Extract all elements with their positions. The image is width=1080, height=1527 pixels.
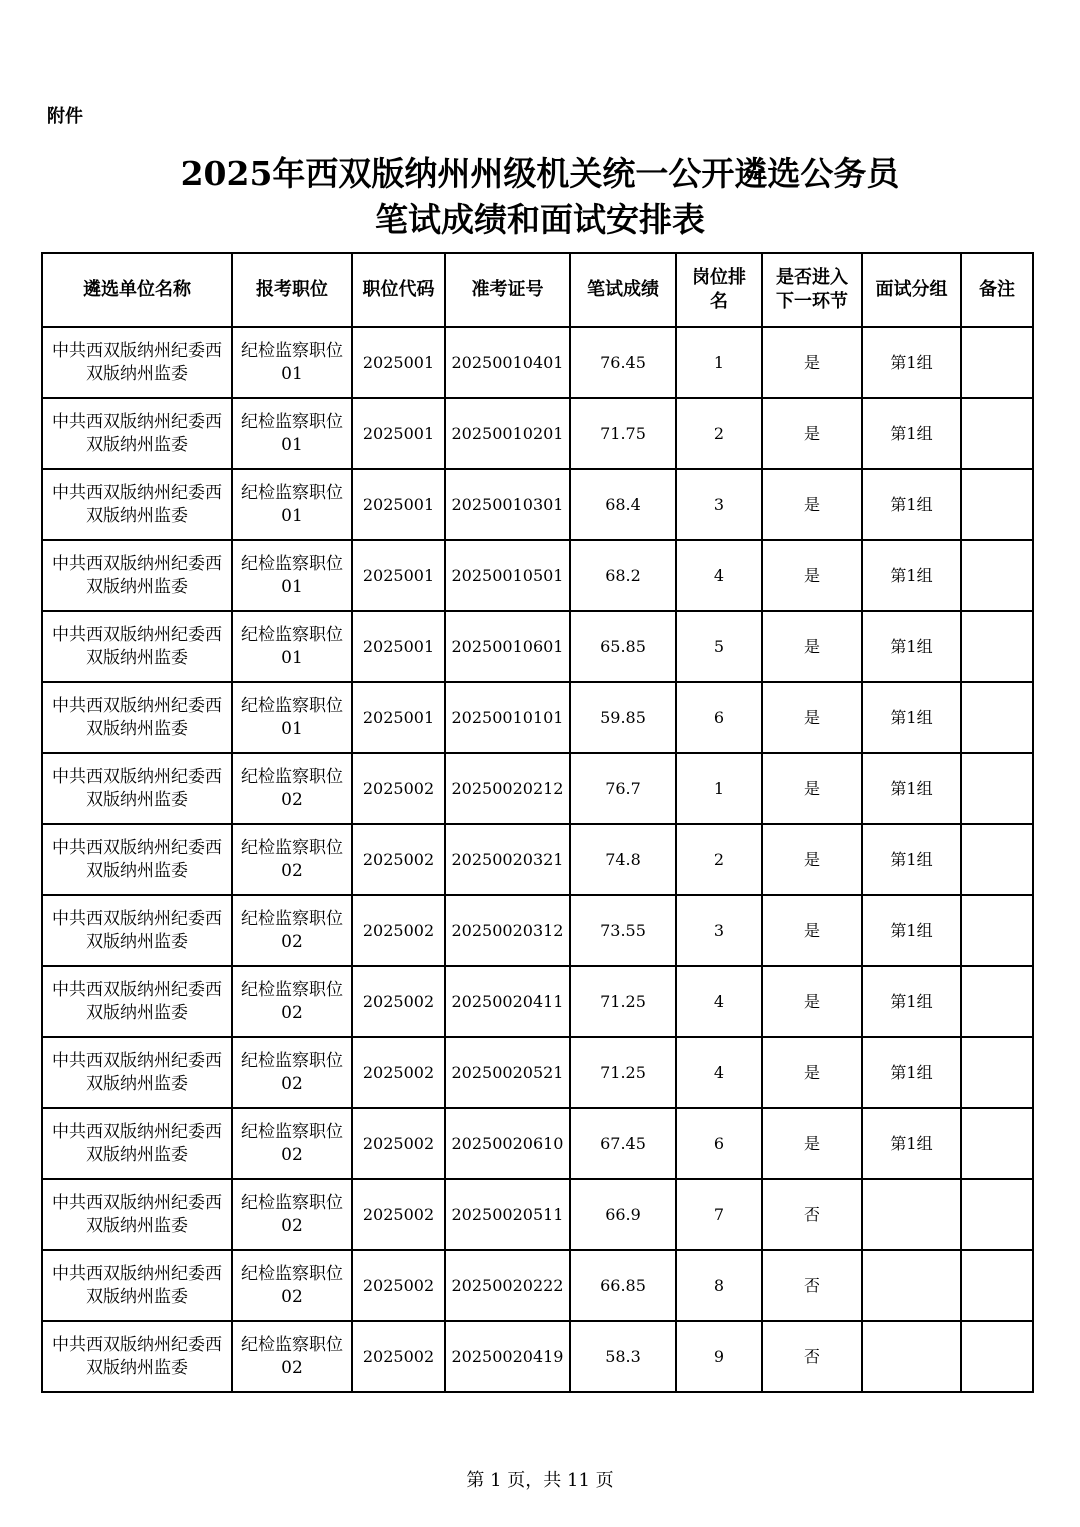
next-stage-cell: 否 (762, 1179, 862, 1250)
next-stage-cell: 是 (762, 327, 862, 398)
header-interview-group: 面试分组 (862, 253, 961, 327)
unit-cell: 中共西双版纳州纪委西双版纳州监委 (42, 327, 232, 398)
interview-group-cell: 第1组 (862, 469, 961, 540)
remarks-cell (961, 966, 1033, 1037)
remarks-cell (961, 1108, 1033, 1179)
written-score-cell: 71.75 (570, 398, 676, 469)
ticket-number-cell: 20250010301 (445, 469, 570, 540)
unit-cell: 中共西双版纳州纪委西双版纳州监委 (42, 540, 232, 611)
header-remarks: 备注 (961, 253, 1033, 327)
rank-cell: 1 (676, 753, 762, 824)
interview-group-cell (862, 1321, 961, 1392)
rank-cell: 8 (676, 1250, 762, 1321)
next-stage-cell: 是 (762, 611, 862, 682)
remarks-cell (961, 753, 1033, 824)
position-code-cell: 2025002 (352, 1179, 445, 1250)
written-score-cell: 76.45 (570, 327, 676, 398)
interview-group-cell: 第1组 (862, 895, 961, 966)
position-cell: 纪检监察职位01 (232, 611, 352, 682)
unit-cell: 中共西双版纳州纪委西双版纳州监委 (42, 469, 232, 540)
remarks-cell (961, 1321, 1033, 1392)
interview-group-cell (862, 1179, 961, 1250)
table-row (42, 1250, 1033, 1321)
next-stage-cell: 是 (762, 966, 862, 1037)
table-row (42, 682, 1033, 753)
next-stage-cell: 是 (762, 469, 862, 540)
rank-cell: 6 (676, 682, 762, 753)
position-cell: 纪检监察职位01 (232, 540, 352, 611)
rank-cell: 6 (676, 1108, 762, 1179)
rank-cell: 2 (676, 398, 762, 469)
interview-group-cell: 第1组 (862, 1037, 961, 1108)
ticket-number-cell: 20250010101 (445, 682, 570, 753)
header-ticket-number: 准考证号 (445, 253, 570, 327)
interview-group-cell: 第1组 (862, 540, 961, 611)
header-position-code: 职位代码 (352, 253, 445, 327)
position-code-cell: 2025001 (352, 540, 445, 611)
next-stage-cell: 是 (762, 1037, 862, 1108)
written-score-cell: 71.25 (570, 1037, 676, 1108)
position-cell: 纪检监察职位01 (232, 682, 352, 753)
rank-cell: 4 (676, 1037, 762, 1108)
unit-cell: 中共西双版纳州纪委西双版纳州监委 (42, 753, 232, 824)
written-score-cell: 65.85 (570, 611, 676, 682)
table-row (42, 611, 1033, 682)
written-score-cell: 68.2 (570, 540, 676, 611)
header-written-score: 笔试成绩 (570, 253, 676, 327)
unit-cell: 中共西双版纳州纪委西双版纳州监委 (42, 1108, 232, 1179)
interview-group-cell: 第1组 (862, 611, 961, 682)
remarks-cell (961, 824, 1033, 895)
interview-group-cell: 第1组 (862, 753, 961, 824)
remarks-cell (961, 611, 1033, 682)
header-rank: 岗位排名 (676, 253, 762, 327)
table-header-row (42, 253, 1033, 327)
table-row (42, 966, 1033, 1037)
remarks-cell (961, 682, 1033, 753)
written-score-cell: 74.8 (570, 824, 676, 895)
position-cell: 纪检监察职位02 (232, 1179, 352, 1250)
position-cell: 纪检监察职位01 (232, 327, 352, 398)
header-unit: 遴选单位名称 (42, 253, 232, 327)
rank-cell: 1 (676, 327, 762, 398)
unit-cell: 中共西双版纳州纪委西双版纳州监委 (42, 682, 232, 753)
interview-group-cell: 第1组 (862, 327, 961, 398)
page-title-line1: 2025年西双版纳州州级机关统一公开遴选公务员 (180, 154, 900, 193)
interview-group-cell: 第1组 (862, 1108, 961, 1179)
table-row (42, 895, 1033, 966)
unit-cell: 中共西双版纳州纪委西双版纳州监委 (42, 824, 232, 895)
next-stage-cell: 是 (762, 682, 862, 753)
table-row (42, 1108, 1033, 1179)
unit-cell: 中共西双版纳州纪委西双版纳州监委 (42, 1250, 232, 1321)
ticket-number-cell: 20250020321 (445, 824, 570, 895)
position-code-cell: 2025001 (352, 469, 445, 540)
position-code-cell: 2025001 (352, 611, 445, 682)
interview-group-cell: 第1组 (862, 398, 961, 469)
ticket-number-cell: 20250020312 (445, 895, 570, 966)
remarks-cell (961, 1037, 1033, 1108)
table-row (42, 1037, 1033, 1108)
rank-cell: 4 (676, 540, 762, 611)
interview-group-cell (862, 1250, 961, 1321)
rank-cell: 5 (676, 611, 762, 682)
interview-group-cell: 第1组 (862, 824, 961, 895)
position-code-cell: 2025002 (352, 895, 445, 966)
table-row (42, 1179, 1033, 1250)
page-title-line2: 笔试成绩和面试安排表 (375, 200, 705, 239)
score-table (41, 252, 1034, 1393)
position-code-cell: 2025002 (352, 1321, 445, 1392)
position-cell: 纪检监察职位01 (232, 469, 352, 540)
ticket-number-cell: 20250010201 (445, 398, 570, 469)
ticket-number-cell: 20250020419 (445, 1321, 570, 1392)
position-cell: 纪检监察职位02 (232, 824, 352, 895)
position-cell: 纪检监察职位02 (232, 1037, 352, 1108)
header-position: 报考职位 (232, 253, 352, 327)
written-score-cell: 59.85 (570, 682, 676, 753)
written-score-cell: 71.25 (570, 966, 676, 1037)
ticket-number-cell: 20250020521 (445, 1037, 570, 1108)
table-row (42, 540, 1033, 611)
next-stage-cell: 是 (762, 895, 862, 966)
position-cell: 纪检监察职位02 (232, 1321, 352, 1392)
written-score-cell: 66.85 (570, 1250, 676, 1321)
remarks-cell (961, 398, 1033, 469)
written-score-cell: 68.4 (570, 469, 676, 540)
next-stage-cell: 是 (762, 1108, 862, 1179)
interview-group-cell: 第1组 (862, 966, 961, 1037)
ticket-number-cell: 20250010601 (445, 611, 570, 682)
ticket-number-cell: 20250020511 (445, 1179, 570, 1250)
table-row (42, 1321, 1033, 1392)
unit-cell: 中共西双版纳州纪委西双版纳州监委 (42, 1179, 232, 1250)
next-stage-cell: 是 (762, 398, 862, 469)
table-row (42, 753, 1033, 824)
written-score-cell: 76.7 (570, 753, 676, 824)
remarks-cell (961, 327, 1033, 398)
rank-cell: 3 (676, 895, 762, 966)
position-code-cell: 2025001 (352, 327, 445, 398)
unit-cell: 中共西双版纳州纪委西双版纳州监委 (42, 966, 232, 1037)
remarks-cell (961, 1250, 1033, 1321)
table-row (42, 469, 1033, 540)
unit-cell: 中共西双版纳州纪委西双版纳州监委 (42, 1321, 232, 1392)
written-score-cell: 73.55 (570, 895, 676, 966)
table-body (42, 327, 1033, 1392)
ticket-number-cell: 20250020610 (445, 1108, 570, 1179)
ticket-number-cell: 20250020411 (445, 966, 570, 1037)
ticket-number-cell: 20250010401 (445, 327, 570, 398)
remarks-cell (961, 1179, 1033, 1250)
attachment-label: 附件 (47, 106, 83, 127)
written-score-cell: 66.9 (570, 1179, 676, 1250)
position-cell: 纪检监察职位01 (232, 398, 352, 469)
ticket-number-cell: 20250010501 (445, 540, 570, 611)
position-code-cell: 2025002 (352, 1250, 445, 1321)
table-row (42, 327, 1033, 398)
position-code-cell: 2025001 (352, 682, 445, 753)
position-cell: 纪检监察职位02 (232, 1250, 352, 1321)
next-stage-cell: 是 (762, 753, 862, 824)
rank-cell: 3 (676, 469, 762, 540)
rank-cell: 9 (676, 1321, 762, 1392)
rank-cell: 4 (676, 966, 762, 1037)
ticket-number-cell: 20250020212 (445, 753, 570, 824)
next-stage-cell: 是 (762, 540, 862, 611)
unit-cell: 中共西双版纳州纪委西双版纳州监委 (42, 611, 232, 682)
ticket-number-cell: 20250020222 (445, 1250, 570, 1321)
interview-group-cell: 第1组 (862, 682, 961, 753)
position-code-cell: 2025002 (352, 966, 445, 1037)
next-stage-cell: 否 (762, 1250, 862, 1321)
header-next-stage: 是否进入下一环节 (762, 253, 862, 327)
table-row (42, 824, 1033, 895)
position-cell: 纪检监察职位02 (232, 966, 352, 1037)
position-code-cell: 2025001 (352, 398, 445, 469)
written-score-cell: 67.45 (570, 1108, 676, 1179)
remarks-cell (961, 895, 1033, 966)
rank-cell: 2 (676, 824, 762, 895)
table-row (42, 398, 1033, 469)
written-score-cell: 58.3 (570, 1321, 676, 1392)
position-code-cell: 2025002 (352, 824, 445, 895)
remarks-cell (961, 540, 1033, 611)
unit-cell: 中共西双版纳州纪委西双版纳州监委 (42, 1037, 232, 1108)
next-stage-cell: 是 (762, 824, 862, 895)
page-footer: 第 1 页，共 11 页 (466, 1470, 614, 1491)
position-cell: 纪检监察职位02 (232, 1108, 352, 1179)
remarks-cell (961, 469, 1033, 540)
position-cell: 纪检监察职位02 (232, 895, 352, 966)
position-cell: 纪检监察职位02 (232, 753, 352, 824)
unit-cell: 中共西双版纳州纪委西双版纳州监委 (42, 398, 232, 469)
position-code-cell: 2025002 (352, 1108, 445, 1179)
next-stage-cell: 否 (762, 1321, 862, 1392)
unit-cell: 中共西双版纳州纪委西双版纳州监委 (42, 895, 232, 966)
position-code-cell: 2025002 (352, 753, 445, 824)
rank-cell: 7 (676, 1179, 762, 1250)
position-code-cell: 2025002 (352, 1037, 445, 1108)
